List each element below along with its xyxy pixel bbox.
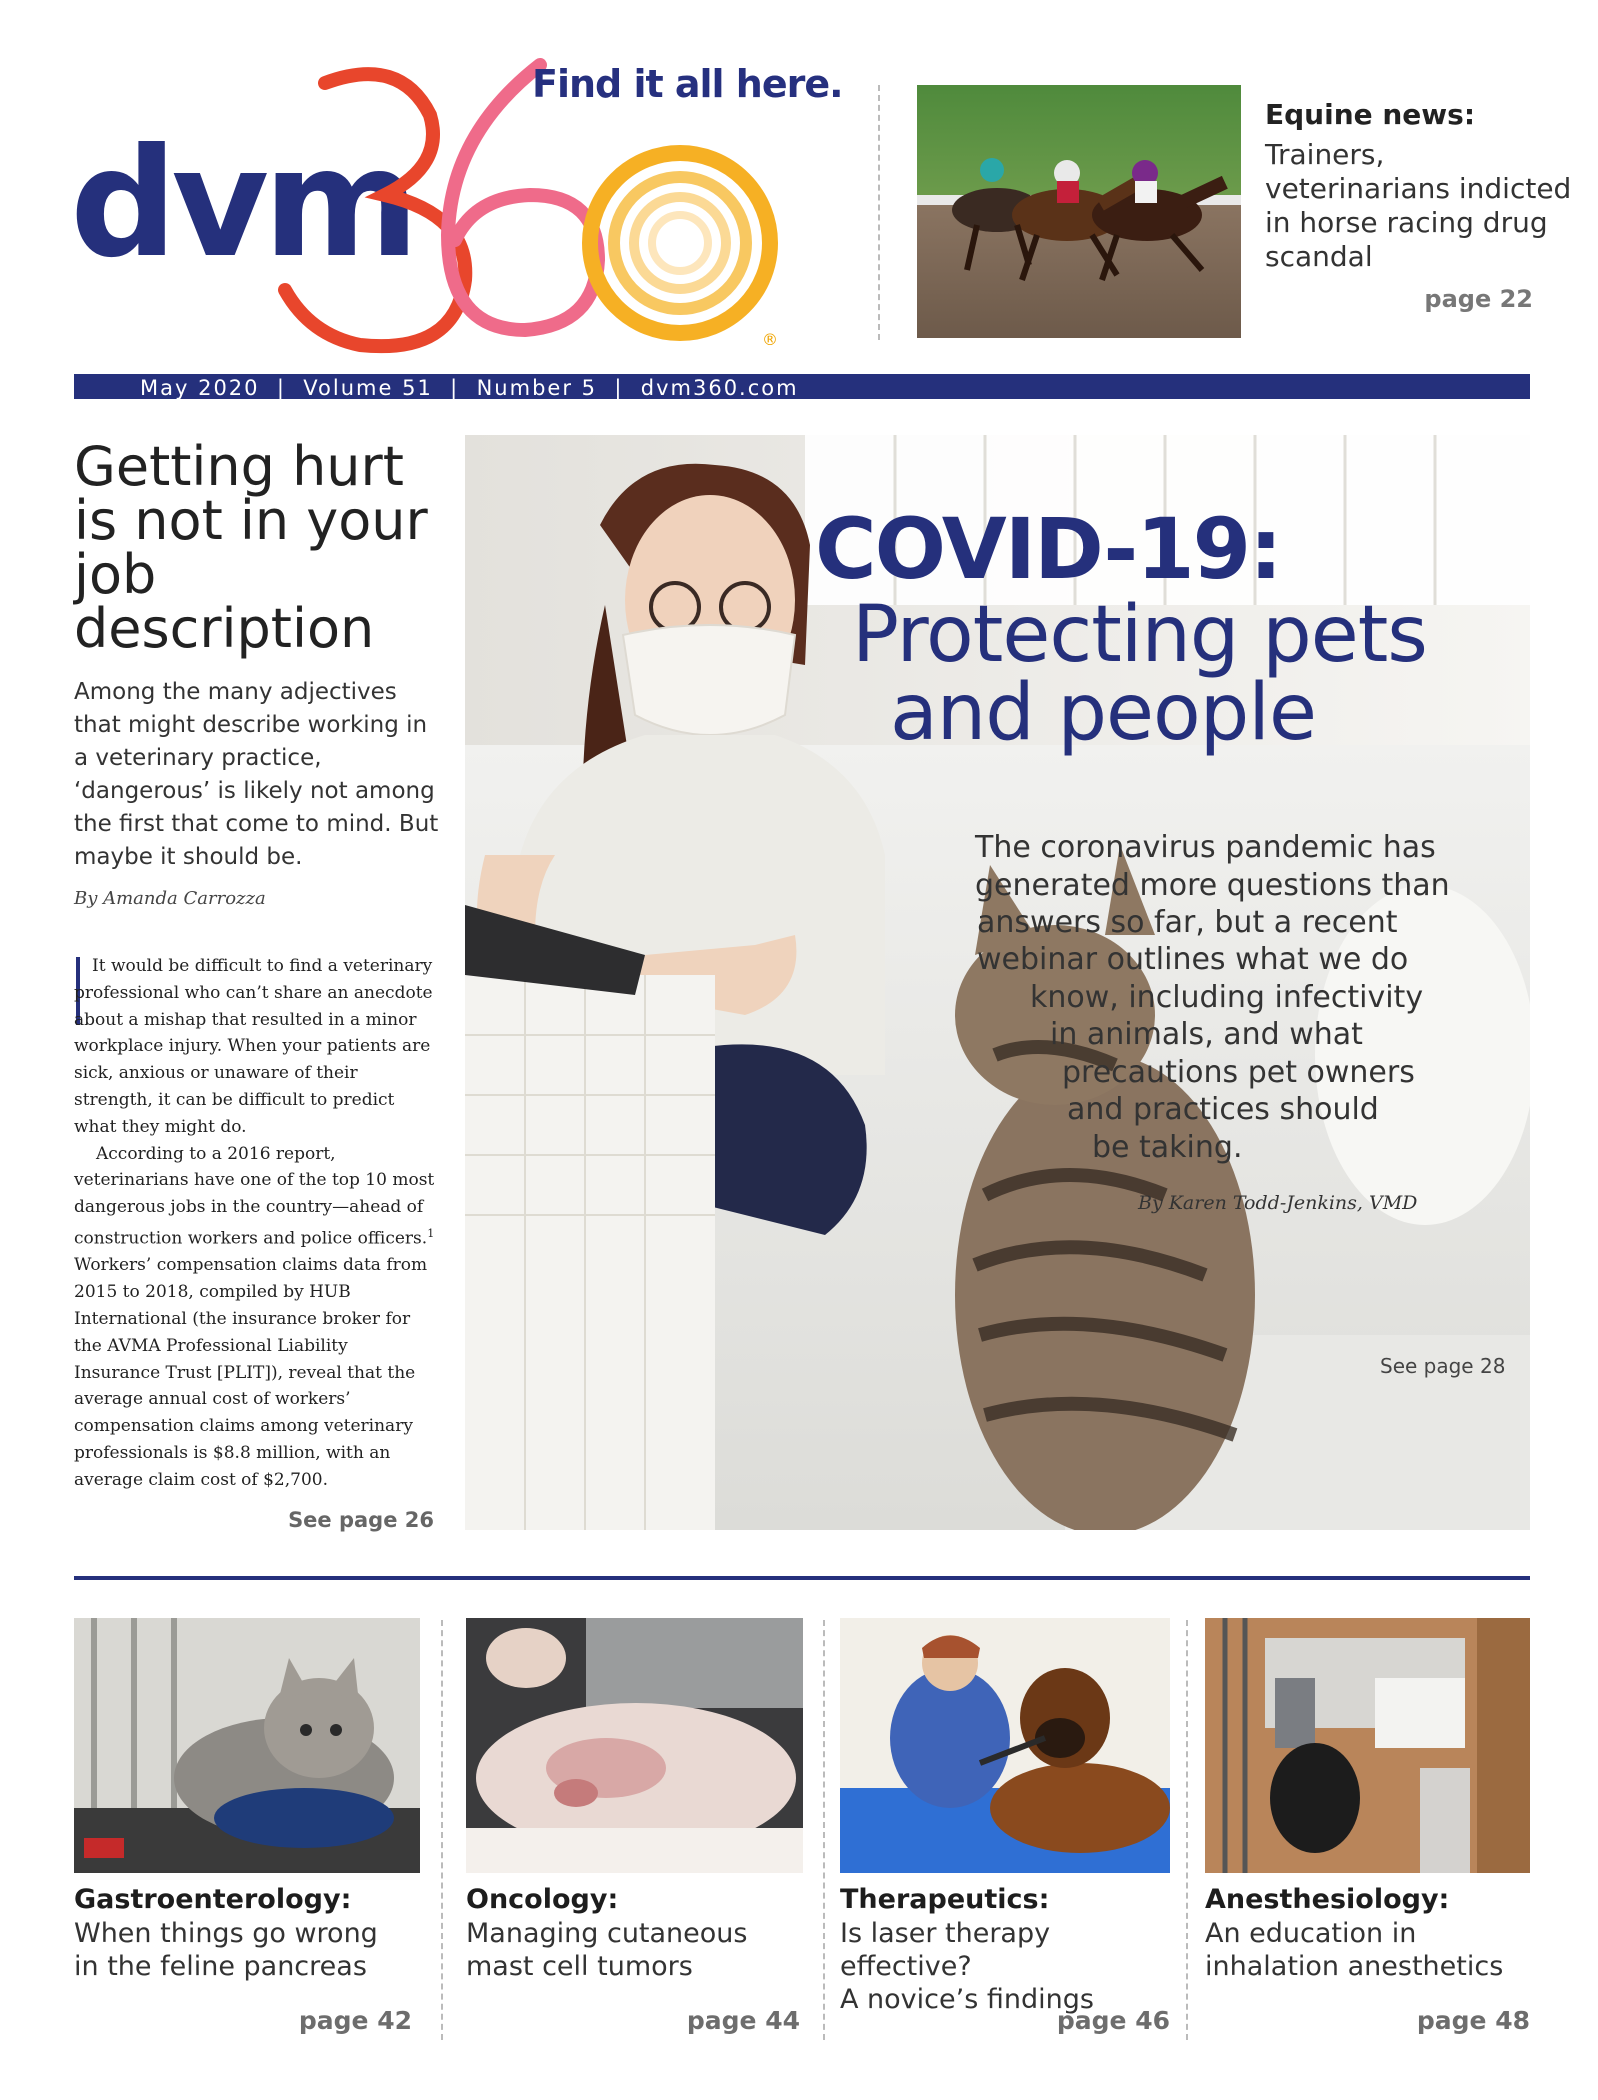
horse-racing-photo[interactable] <box>917 85 1241 338</box>
equine-subtitle[interactable]: Trainers, veterinarians indicted in horse racing drug scandal <box>1265 138 1572 273</box>
teaser-3-page-link[interactable]: page 46 <box>1056 2006 1170 2035</box>
teaser-1-line-2: in the feline pancreas <box>74 1951 367 1982</box>
teaser-divider <box>441 1620 443 2040</box>
teaser-1-line-1: When things go wrong <box>74 1918 378 1949</box>
section-divider <box>74 1576 1530 1580</box>
equine-page-link[interactable]: page 22 <box>1424 285 1533 313</box>
hero-title-line-2[interactable]: Protecting pets <box>852 590 1427 680</box>
teaser-divider <box>823 1620 825 2040</box>
teaser-2-line-2: mast cell tumors <box>466 1951 693 1982</box>
hero-dek-line-6: in animals, and what <box>1050 1017 1363 1052</box>
hero-dek-line-4: webinar outlines what we do <box>977 942 1409 977</box>
teaser-1-page-link[interactable]: page 42 <box>298 2006 412 2035</box>
teaser-4-page-link[interactable]: page 48 <box>1416 2006 1530 2035</box>
hero-dek-line-5: know, including infectivity <box>1030 980 1424 1015</box>
teaser-4-heading: Anesthesiology: <box>1205 1884 1450 1915</box>
hero-dek-line-1: The coronavirus pandemic has <box>975 830 1436 865</box>
teaser-3-line-2: A novice’s findings <box>840 1984 1094 2015</box>
teaser-3-subtitle[interactable] <box>840 1917 1180 2016</box>
masthead-divider <box>878 85 880 340</box>
teaser-4-subtitle[interactable] <box>1205 1917 1535 1983</box>
teaser-divider <box>1186 1620 1188 2040</box>
hero-dek-line-2: generated more questions than <box>975 868 1450 903</box>
svg-text:dvm: dvm <box>70 117 414 291</box>
dog-exam-photo[interactable] <box>466 1618 803 1873</box>
lead-story-body <box>74 953 436 1494</box>
teaser-1-heading: Gastroenterology: <box>74 1884 352 1915</box>
footnote-ref: 1 <box>427 1226 435 1240</box>
hero-dek-line-8: and practices should <box>1067 1092 1379 1127</box>
teaser-2-heading: Oncology: <box>466 1884 619 1915</box>
lead-body-paragraph-2 <box>74 1141 436 1494</box>
teaser-2-line-1: Managing cutaneous <box>466 1918 748 1949</box>
anesthesia-machine-photo[interactable] <box>1205 1618 1530 1873</box>
issue-info: May 2020 | Volume 51 | Number 5 | dvm360.com <box>140 376 799 400</box>
lead-story-dek: Among the many adjectives that might describe working in a veterinary practice, ‘dangerous’ is likely not among the first that come to mind. But maybe it should be. <box>74 679 439 870</box>
teaser-2-page-link[interactable]: page 44 <box>686 2006 800 2035</box>
lead-story-title[interactable]: Getting hurt is not in your job description <box>74 435 428 660</box>
teaser-2-subtitle[interactable] <box>466 1917 803 1983</box>
teaser-4-line-1: An education in <box>1205 1918 1417 1949</box>
hero-dek-line-7: precautions pet owners <box>1062 1055 1415 1090</box>
registered-mark: ® <box>762 330 778 349</box>
dog-laser-therapy-photo[interactable] <box>840 1618 1170 1873</box>
lead-story-see-page[interactable]: See page 26 <box>288 1508 434 1532</box>
logo-tagline: Find it all here. <box>532 62 843 106</box>
hero-see-page[interactable]: See page 28 <box>1380 1354 1506 1378</box>
cat-in-cage-photo[interactable] <box>74 1618 420 1873</box>
teaser-3-heading: Therapeutics: <box>840 1884 1050 1915</box>
hero-dek-line-9: be taking. <box>1092 1130 1243 1165</box>
hero-title-line-1[interactable]: COVID-19: <box>815 500 1281 598</box>
teaser-1-subtitle[interactable] <box>74 1917 420 1983</box>
lead-story-byline: By Amanda Carrozza <box>74 888 266 909</box>
hero-byline: By Karen Todd-Jenkins, VMD <box>1138 1192 1418 1214</box>
hero-dek-line-3: answers so far, but a recent <box>977 905 1398 940</box>
hero-title-line-3[interactable]: and people <box>890 668 1316 758</box>
lead-body-paragraph-2-start: According to a 2016 report, veterinarians have one of the top 10 most dangerous jobs in the country—ahead of construction workers and police officers. <box>74 1143 435 1249</box>
teaser-3-line-1: Is laser therapy effective? <box>840 1918 1051 1982</box>
teaser-4-line-2: inhalation anesthetics <box>1205 1951 1504 1982</box>
equine-heading: Equine news: <box>1265 98 1476 131</box>
lead-body-paragraph-1: It would be difficult to find a veterinary professional who can’t share an anecdote about a mishap that resulted in a minor workplace injury. When your patients are sick, anxious or unaware of their strength, it can be difficult to predict what they might do. <box>74 956 433 1137</box>
lead-body-paragraph-2-end: Workers’ compensation claims data from 2015 to 2018, compiled by HUB International (the insurance broker for the AVMA Professional Liability Insurance Trust [PLIT]), reveal that the average annual cost of workers’ compensation claims among veterinary professionals is $8.8 million, with an average claim cost of $2,700. <box>74 1255 428 1490</box>
